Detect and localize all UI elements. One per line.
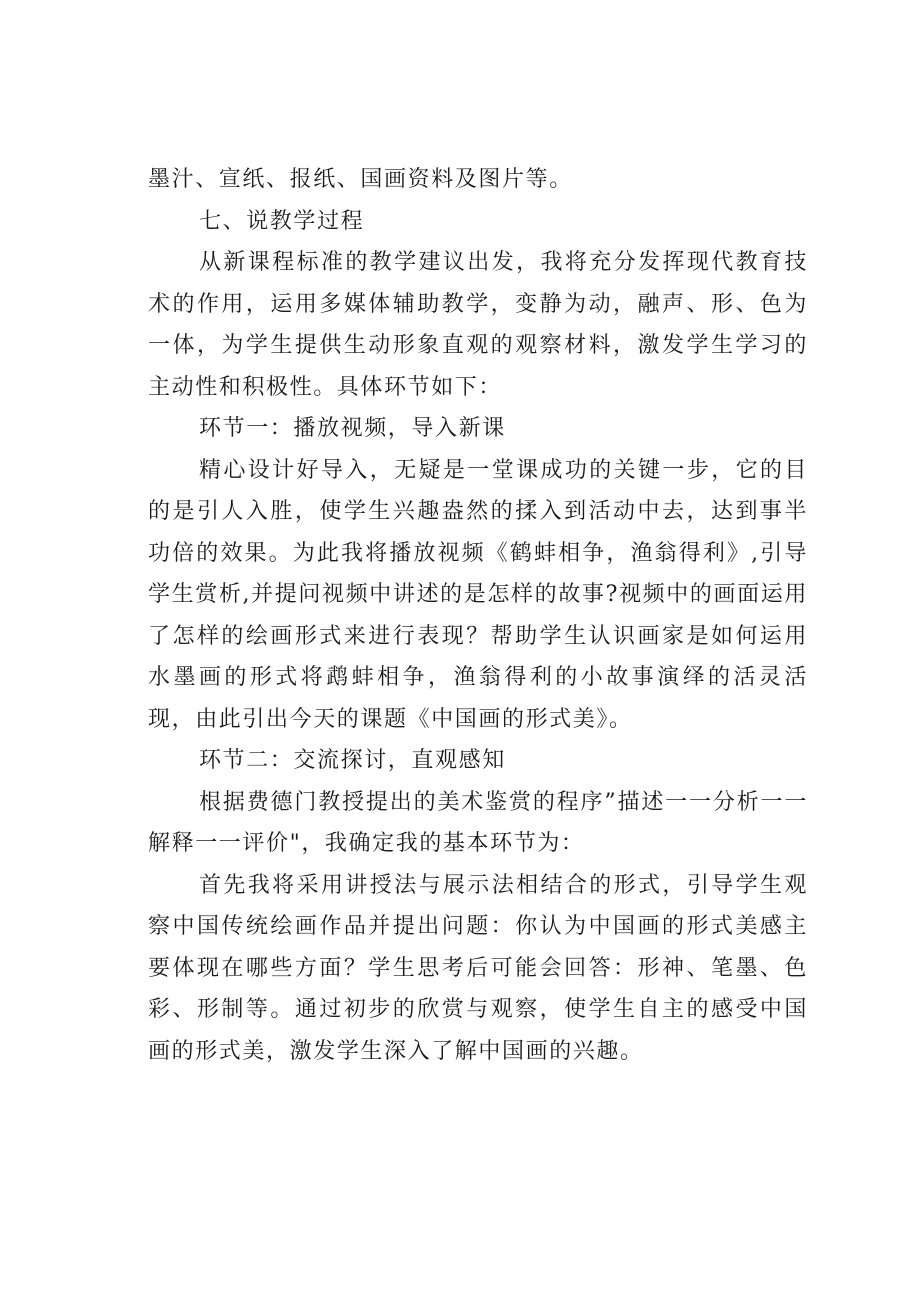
stage-1-paragraph: 精心设计好导入，无疑是一堂课成功的关键一步，它的目的是引人入胜，使学生兴趣盎然的揉入到活动中去，达到事半功倍的效果。为此我将播放视频《鹤蚌相争，渔翁得利》,引导学生赏析,并提问视频中讲述的是怎样的故事?视频中的画面运用了怎样的绘画形式来进行表现？帮助学生认识画家是如何运用水墨画的形式将鹉蚌相争，渔翁得利的小故事演绎的活灵活现，由此引出今天的课题《中国画的形式美》。 [148,457,808,732]
document-body [148,159,808,1072]
section-7-heading: 七、说教学过程 [199,208,365,234]
stage-1-heading: 环节一：播放视频，导入新课 [199,416,506,441]
intro-paragraph: 从新课程标准的教学建议出发，我将充分发挥现代教育技术的作用，运用多媒体辅助教学，变静为动，融声、形、色为一体，为学生提供生动形象直观的观察材料，激发学生学习的主动性和积极性。具体环节如下： [148,250,808,400]
stage-2-paragraph-2: 首先我将采用讲授法与展示法相结合的形式，引导学生观察中国传统绘画作品并提出问题：你认为中国画的形式美感主要体现在哪些方面？学生思考后可能会回答：形神、笔墨、色彩、形制等。通过初步的欣赏与观察，使学生自主的感受中国画的形式美，激发学生深入了解中国画的兴趣。 [148,872,808,1064]
stage-2-heading: 环节二：交流探讨，直观感知 [199,748,506,773]
stage-2-paragraph-1: 根据费德门教授提出的美术鉴赏的程序”描述一一分析一一解释一一评价"，我确定我的基本环节为： [148,789,808,856]
materials-continued-paragraph: 墨汁、宣纸、报纸、国画资料及图片等。 [148,167,573,192]
